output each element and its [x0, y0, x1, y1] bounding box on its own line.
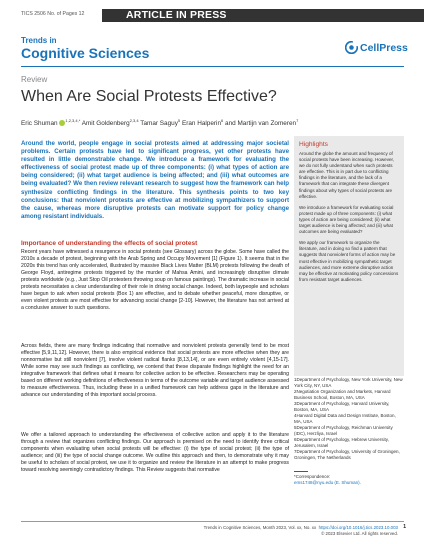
highlight-paragraph: Around the globe the amount and frequency of social protests have been increasing. However, we do not fully understand when such protests are effective. This is in part due to conflicting findings in the literature, and the lack of a framework that can integrate these divergent findings about why types of social protests are effective. [299, 151, 395, 199]
doi-link[interactable]: https://doi.org/10.1016/j.tics.2023.10.003 [318, 525, 398, 530]
article-in-press-banner: ARTICLE IN PRESS [102, 9, 424, 22]
cellpress-icon [345, 41, 358, 54]
author-affiliation-marker: 1,2,3,4,* [65, 118, 81, 123]
affiliation-item: 6Department of Psychology, Hebrew University, Jerusalem, Israel [294, 437, 389, 448]
affiliation-item: 7Department of Psychology, University of Groningen, Groningen, The Netherlands [294, 449, 400, 460]
body-paragraph: Recent years have witnessed a resurgence in social protests (see Glossary) across the globe. Some have called the 2010s a decade of protest, beginning with the Arab Spring and Occupy Movement [1] (Figure 1). It seems that in the 2020s this trend has only accelerated, illustrated by massive Black Lives Matter (BLM) protests following the death of George Floyd, antiregime protests triggered by the murder of Mahsa Amini, and increasingly disruptive climate protests worldwide (e.g., Just Stop Oil protesters throwing soup on famous paintings). The dramatic increase in social protests necessitates a clear understanding of their role in driving social change. Indeed, both laypeople and scholars have begun to ask when social protests (Box 1) are effective, and to debate whether peaceful, more disruptive, or even violent protests are most effective for advancing social change [2-10]. However, the literature has not arrived at a conclusive answer to such questions. [21, 249, 289, 312]
body-paragraph: We offer a tailored approach to understanding the effectiveness of collective action and apply it to the literature through a review that organizes conflicting findings. Our approach is premised on the need to identify three critical components when evaluating when social protests will be effective: (i) the type of social protest; (ii) the type of audience; and (iii) the type of social change outcome. We outline this approach and then, to demonstrate why it may be useful to scholars of social protest, we use it to organize and review the literature in an attempt to make progress toward resolving seemingly contradictory findings. This Review suggests that normative [21, 432, 289, 474]
article-title: When Are Social Protests Effective? [21, 88, 277, 105]
highlight-paragraph: We introduce a framework for evaluating social protest made up of three components: (i) what types of action are being considered; (ii) what target audience is being affected; and (iii) what outcomes are being evaluated? [299, 204, 394, 235]
journal-title: Cognitive Sciences [21, 45, 150, 61]
affiliation-item: 2Negotiation Organization and Markets, Harvard Business School, Boston, MA, USA [294, 389, 391, 400]
author-affiliation-marker: 5 [177, 118, 181, 123]
cellpress-logo[interactable] [345, 41, 408, 54]
author-affiliation-marker: 2,3,4 [129, 118, 139, 123]
footer-rule [21, 521, 404, 522]
article-meta: TICS 2506 No. of Pages 12 [21, 11, 85, 17]
correspondence-rule [294, 471, 308, 472]
author-list: Eric Shuman $^{1,2,3,4,*}$ Amit Goldenberg$^{2,3,4}$ Tamar Saguy$^5$ Eran Halperin$^6$ and Martijn van Zomeren$^7$ [21, 118, 299, 128]
header-rule [21, 66, 404, 67]
affiliation-item: 1Department of Psychology, New York University, New York City, NY, USA [294, 377, 403, 388]
affiliation-item: 5Department of Psychology, Reichman University (IDC), Herzliya, Israel [294, 425, 393, 436]
affiliation-item: 3Department of Psychology, Harvard University, Boston, MA, USA [294, 401, 390, 412]
body-paragraph: Across fields, there are many findings indicating that normative and nonviolent protests generally tend to be most effective [5,9,11,12]. However, there is also empirical evidence that social protests are more effective when they are nonnormative but still nonviolent [7], involve violent radical flanks [8,13,14], or are even entirely violent [4,15-17]. While some may see such findings as conflicting, we contend that these disparate findings highlight the need for an integrative framework that defines what it means for collective action to be effective. Researchers may be operating based on different working definitions of effectiveness in terms of the outcome variable and target audience assessed to measure effectiveness. Thus, including these in a unified framework can help address gaps in the literature and advance our understanding of this important social process. [21, 343, 289, 399]
author-name[interactable]: Eran Halperin [181, 120, 222, 128]
affiliation-item: 4Harvard Digital Data and Design Institute, Boston, MA, USA [294, 413, 396, 424]
footer-citation [204, 525, 398, 530]
publisher-name: CellPress [360, 41, 408, 54]
footer-copyright: © 2023 Elsevier Ltd. All rights reserved. [321, 531, 398, 536]
author-name[interactable]: Eric Shuman [21, 120, 58, 128]
affiliations [294, 377, 404, 461]
footer-journal-line: Trends in Cognitive Sciences, Month 2023, Vol. xx, No. xx [203, 525, 317, 530]
page-number: 1 [403, 524, 406, 530]
correspondence [294, 471, 404, 486]
author-name[interactable]: Tamar Saguy [140, 120, 178, 128]
section-heading: Importance of understanding the effects of social protest [21, 240, 198, 247]
author-name[interactable]: Martijn van Zomeren [237, 120, 297, 128]
abstract: Around the world, people engage in social protests aimed at addressing major societal problems. Certain protests have led to significant progress, yet other protests have resulted in little demonstrable change. We introduce a framework for evaluating the effectiveness of social protest made up of three components: (i) what types of action are being considered; (ii) what target audience is being affected; and (iii) what outcomes are being evaluated? We then review relevant research to suggest how the framework can help synthesize conflicting findings in the literature. This synthesis points to two key conclusions: that nonviolent protests are effective at mobilizing sympathizers to support the cause, whereas more disruptive protests can motivate support for policy change among resistant individuals. [21, 140, 289, 220]
correspondence-email[interactable]: ems1748@nyu.edu (E. Shuman). [294, 479, 361, 485]
author-affiliation-marker: 7 [296, 118, 299, 123]
author-name[interactable]: Amit Goldenberg [81, 120, 130, 128]
author-affiliation-marker: 6 [221, 118, 224, 123]
highlights-heading: Highlights [299, 141, 328, 148]
article-type: Review [21, 75, 48, 84]
highlights-box [294, 136, 404, 376]
highlight-paragraph: We apply our framework to organize the literature, and in doing so find a pattern that suggests that nonviolent forms of action may be most effective in mobilizing sympathetic target audiences, and more extreme disruptive action may be effective at motivating policy concessions from resistant target audiences. [299, 240, 399, 282]
top-bar [0, 9, 424, 22]
correspondence-label: *Correspondence: [294, 473, 331, 479]
journal-prefix: Trends in [21, 36, 57, 45]
